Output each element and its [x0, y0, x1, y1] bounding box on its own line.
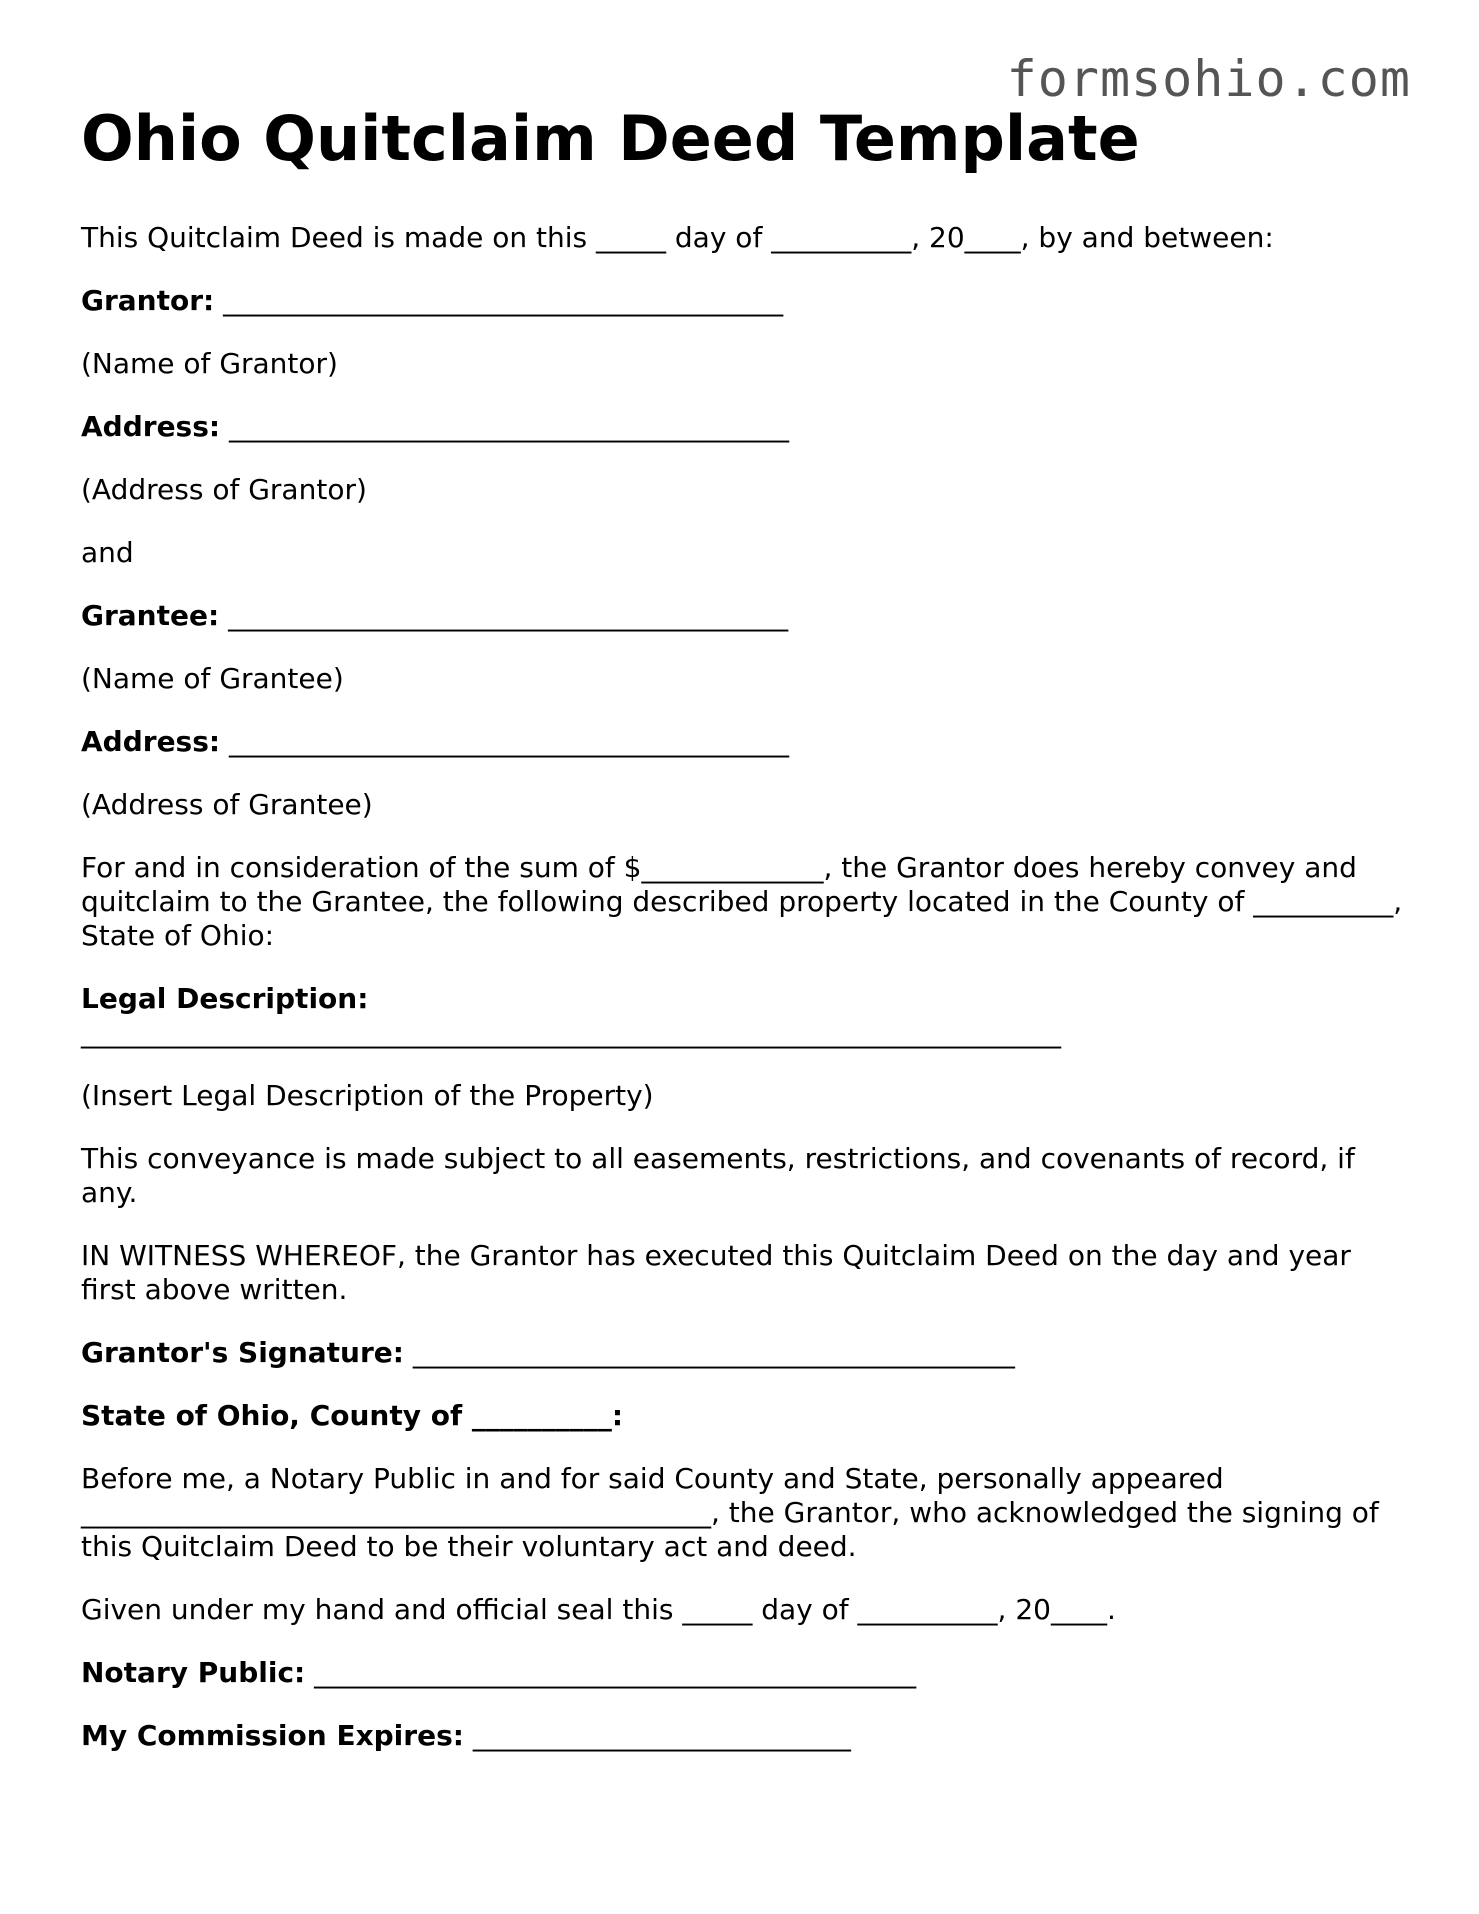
grantee-address-blank[interactable]: ________________________________________: [229, 725, 789, 758]
grantor-note: (Name of Grantor): [81, 347, 338, 380]
grantor-address-label: Address:: [81, 410, 221, 443]
commission-label: My Commission Expires:: [81, 1719, 464, 1752]
grantor-label: Grantor:: [81, 284, 215, 317]
commission-blank[interactable]: ___________________________: [472, 1719, 851, 1752]
given-under-paragraph: Given under my hand and official seal this _____ day of __________, 20____.: [81, 1593, 1116, 1626]
commission-field: [81, 1719, 1411, 1753]
subject-to-paragraph: This conveyance is made subject to all easements, restrictions, and covenants of record, if any.: [81, 1142, 1355, 1209]
grantee-address-note: (Address of Grantee): [81, 788, 373, 821]
and-text: and: [81, 536, 134, 569]
legal-description-field: [81, 982, 1411, 1050]
grantor-address-field: [81, 410, 1411, 444]
page-title: Ohio Quitclaim Deed Template: [81, 102, 1140, 175]
witness-paragraph: IN WITNESS WHEREOF, the Grantor has executed this Quitclaim Deed on the day and year first above written.: [81, 1239, 1351, 1306]
state-county-field: [81, 1399, 1411, 1433]
deed-document: [81, 100, 1411, 1782]
legal-description-label: Legal Description:: [81, 982, 369, 1015]
grantor-signature-field: [81, 1336, 1411, 1370]
grantor-field: [81, 284, 1411, 318]
notary-public-field: [81, 1656, 1411, 1690]
grantee-address-field: [81, 725, 1411, 759]
legal-description-blank[interactable]: ______________________________________________________________________: [81, 1016, 1061, 1049]
site-watermark: formsohio.com: [1006, 50, 1411, 108]
grantee-blank[interactable]: ________________________________________: [228, 599, 789, 632]
grantee-note: (Name of Grantee): [81, 662, 344, 695]
grantor-address-blank[interactable]: ________________________________________: [229, 410, 789, 443]
notary-statement: Before me, a Notary Public in and for said County and State, personally appeared _____________________________________________, the Grantor, who acknowledged the signing of this Quitclaim Deed to be their voluntary act and deed.: [81, 1462, 1379, 1563]
grantor-blank[interactable]: ________________________________________: [223, 284, 784, 317]
consideration-paragraph: For and in consideration of the sum of $_____________, the Grantor does hereby convey and quitclaim to the Grantee, the following described property located in the County of __________, State of Ohio:: [81, 851, 1403, 952]
grantee-label: Grantee:: [81, 599, 220, 632]
notary-public-label: Notary Public:: [81, 1656, 306, 1689]
grantor-signature-label: Grantor's Signature:: [81, 1336, 404, 1369]
notary-public-blank[interactable]: ___________________________________________: [314, 1656, 917, 1689]
legal-description-note: (Insert Legal Description of the Property): [81, 1079, 654, 1112]
grantee-field: [81, 599, 1411, 633]
state-county-label: State of Ohio, County of __________:: [81, 1399, 624, 1432]
grantor-signature-blank[interactable]: ___________________________________________: [412, 1336, 1015, 1369]
grantor-address-note: (Address of Grantor): [81, 473, 367, 506]
grantee-address-label: Address:: [81, 725, 221, 758]
intro-text: This Quitclaim Deed is made on this _____ day of __________, 20____, by and between:: [81, 221, 1274, 254]
